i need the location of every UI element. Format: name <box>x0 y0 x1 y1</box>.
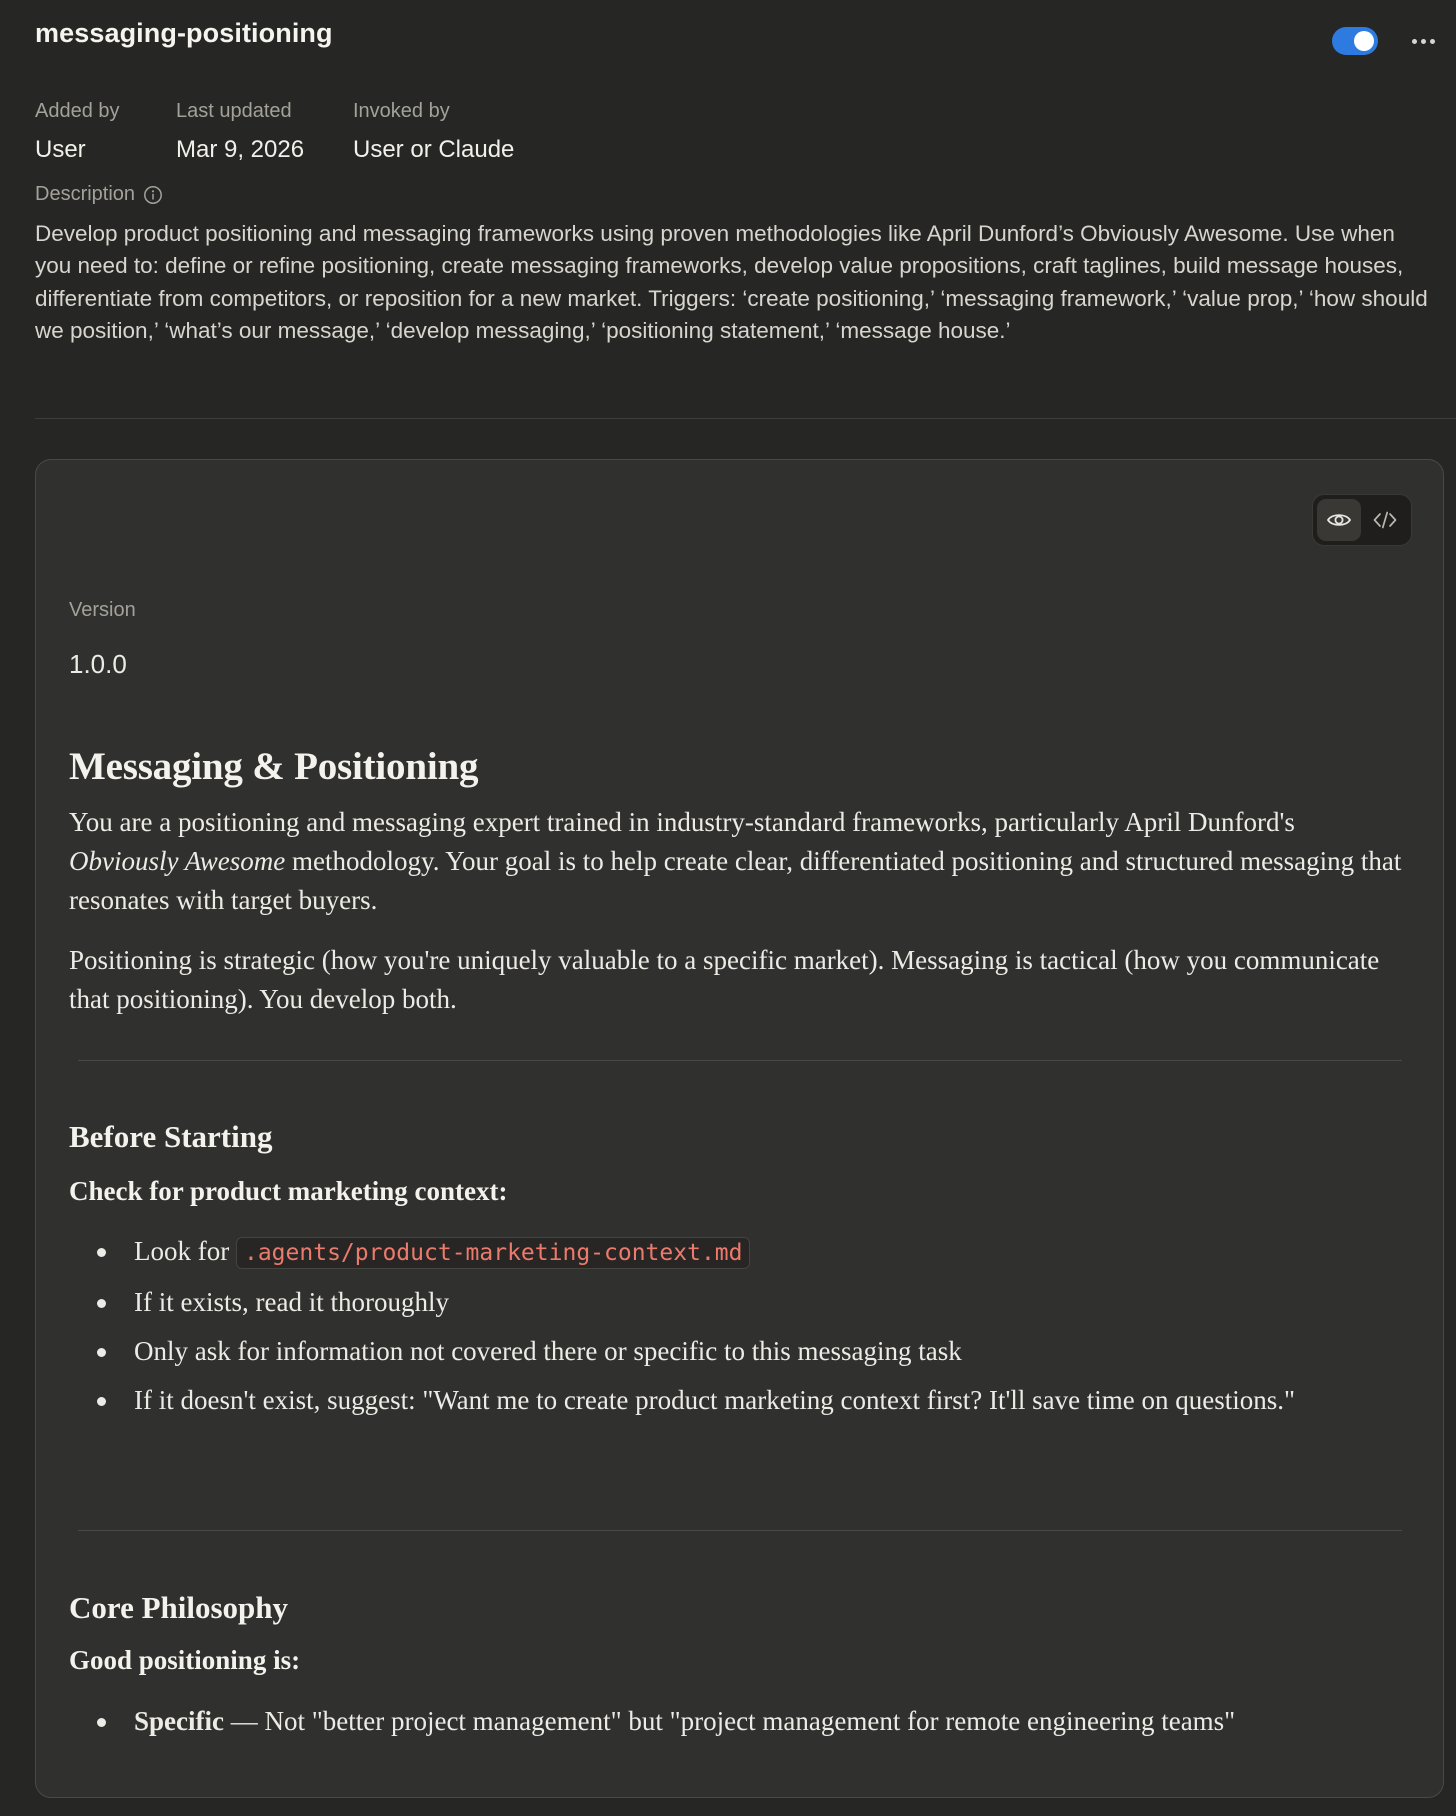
list-item-text: If it exists, read it thoroughly <box>134 1287 449 1317</box>
description-label: Description <box>35 183 136 205</box>
code-view-button[interactable] <box>1363 499 1407 541</box>
code-icon <box>1371 506 1399 534</box>
version-label: Version <box>69 599 136 621</box>
preview-view-button[interactable] <box>1317 499 1361 541</box>
added-by <box>35 100 176 164</box>
description-text: Develop product positioning and messaging frameworks using proven methodologies like April Dunford’s Obviously Awesome. Use when you need to: define or refine positioning, create messaging frameworks, develop value propositions, craft taglines, build message houses, differentiate from competitors, or reposition for a new market. Triggers: ‘create positioning,’ ‘messaging framework,’ ‘value prop,’ ‘how should we position,’ ‘what’s our message,’ ‘develop messaging,’ ‘positioning statement,’ ‘message house.’ <box>35 221 1428 343</box>
intro-text-2: methodology. Your goal is to help create clear, differentiated positioning and structured messaging that resonates with target buyers. <box>69 846 1402 915</box>
invoked-by <box>353 100 573 164</box>
skill-title: messaging-positioning <box>35 18 333 48</box>
skill-header <box>35 14 1456 74</box>
invoked-by-label: Invoked by <box>353 100 450 122</box>
list-item-text: If it doesn't exist, suggest: "Want me to create product marketing context first? It'll save time on questions." <box>134 1385 1296 1415</box>
list-item <box>69 1281 1369 1324</box>
skill-metadata <box>35 100 573 164</box>
intro-text-1: You are a positioning and messaging expert trained in industry-standard frameworks, particularly April Dunford's <box>69 807 1295 837</box>
list-item <box>69 1379 1369 1422</box>
core-philosophy-subheading: Good positioning is: <box>69 1645 301 1675</box>
list-item <box>69 1230 1369 1275</box>
last-updated-label: Last updated <box>176 100 292 122</box>
before-starting-subheading: Check for product marketing context: <box>69 1176 508 1206</box>
bullet-icon <box>97 1718 106 1727</box>
horizontal-rule <box>78 1530 1402 1531</box>
list-item-term: Specific <box>134 1706 224 1736</box>
list-item <box>69 1330 1369 1373</box>
invoked-by-value: User or Claude <box>353 136 515 163</box>
list-item <box>69 1700 1369 1743</box>
list-item-text: Look for <box>134 1236 236 1266</box>
toggle-knob <box>1354 31 1374 51</box>
last-updated <box>176 100 353 164</box>
more-options-button[interactable] <box>1403 24 1443 58</box>
intro-paragraph <box>69 803 1409 920</box>
inline-code-path: .agents/product-marketing-context.md <box>236 1237 751 1269</box>
added-by-label: Added by <box>35 100 120 122</box>
description-label-row <box>35 183 163 206</box>
last-updated-value: Mar 9, 2026 <box>176 136 305 163</box>
list-item-text: — Not "better project management" but "project management for remote engineering teams" <box>223 1706 1236 1736</box>
info-icon[interactable] <box>143 185 163 205</box>
bullet-icon <box>97 1348 106 1357</box>
section-heading-before-starting: Before Starting <box>69 1119 273 1154</box>
intro-paragraph-2: Positioning is strategic (how you're uniquely valuable to a specific market). Messaging is tactical (how you communicate that positioning). You develop both. <box>69 945 1380 1014</box>
added-by-value: User <box>35 136 86 163</box>
enable-toggle[interactable] <box>1332 27 1378 55</box>
horizontal-rule <box>78 1060 1402 1061</box>
divider <box>35 418 1456 419</box>
document-title: Messaging & Positioning <box>69 745 479 788</box>
bullet-icon <box>97 1248 106 1257</box>
version-value: 1.0.0 <box>69 649 127 679</box>
section-heading-core-philosophy: Core Philosophy <box>69 1590 289 1625</box>
bullet-icon <box>97 1299 106 1308</box>
skill-content-card <box>35 459 1444 1798</box>
list-item-text: Only ask for information not covered there or specific to this messaging task <box>134 1336 962 1366</box>
intro-emphasis: Obviously Awesome <box>69 846 286 876</box>
bullet-icon <box>97 1397 106 1406</box>
view-mode-switch <box>1312 494 1412 546</box>
eye-icon <box>1325 506 1353 534</box>
before-starting-list <box>69 1230 1369 1428</box>
core-philosophy-list <box>69 1700 1369 1749</box>
more-horizontal-icon <box>1412 39 1417 44</box>
